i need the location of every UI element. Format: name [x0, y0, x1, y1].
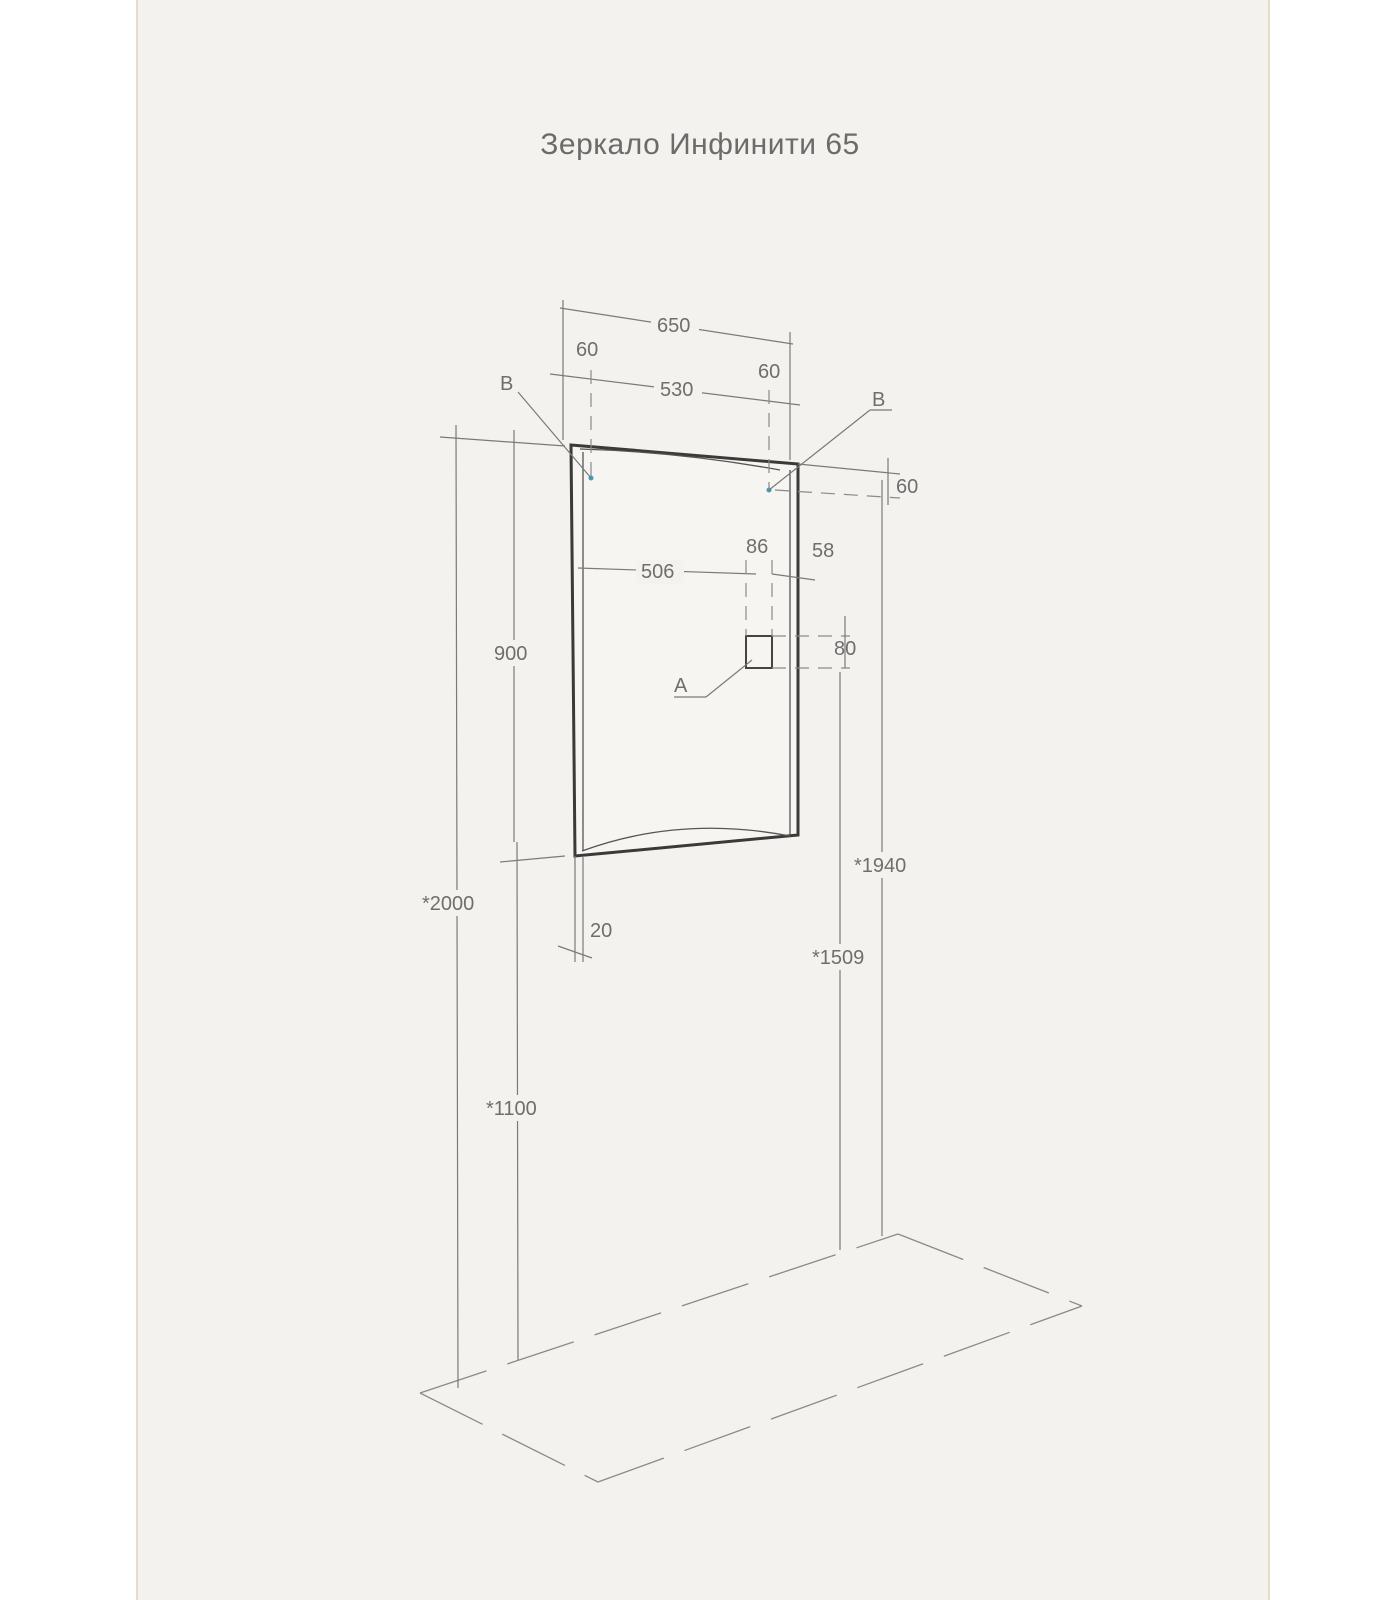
dim-1940-label: *1940: [854, 855, 907, 877]
dim-650-label: 650: [657, 315, 691, 337]
callout-b-left-leader: [518, 392, 591, 478]
dim-900-label: 900: [494, 643, 528, 665]
callout-a-label: A: [674, 675, 688, 697]
dim-2000-label: *2000: [422, 893, 475, 915]
dim-20-line: [558, 856, 592, 962]
dim-60-left-label: 60: [576, 339, 599, 361]
dim-86-label: 86: [746, 536, 769, 558]
floor-outline: [420, 1234, 1082, 1482]
dim-60-right-label: 60: [758, 361, 781, 383]
dim-60-side-label: 60: [896, 476, 919, 498]
dim-506-label: 506: [641, 561, 675, 583]
drawing-title: Зеркало Инфинити 65: [540, 128, 860, 161]
dim-530-label: 530: [660, 379, 694, 401]
dim-20-label: 20: [590, 920, 613, 942]
callout-b-right-label: B: [872, 389, 886, 411]
dim-1509-label: *1509: [812, 947, 865, 969]
dim-80-label: 80: [834, 638, 857, 660]
socket-box: [746, 636, 772, 668]
dim-1100-label: *1100: [486, 1098, 537, 1120]
callout-b-left-label: B: [500, 373, 514, 395]
dim-58-label: 58: [812, 540, 835, 562]
